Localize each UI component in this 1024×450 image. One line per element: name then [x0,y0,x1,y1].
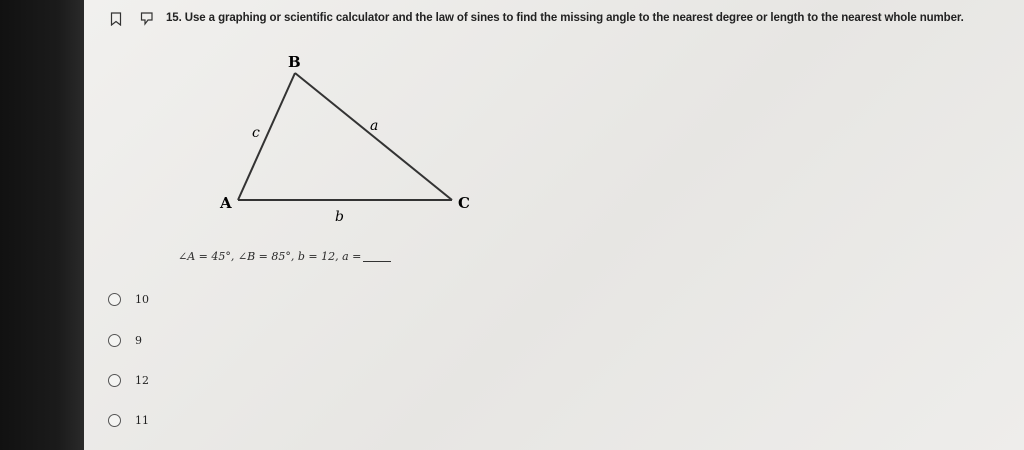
question-text: 15. Use a graphing or scientific calculator and the law of sines to find the missing angle to the nearest degree or length to the nearest whole number. [166,12,964,24]
option-label: 9 [135,334,142,347]
option-label: 11 [135,414,149,427]
side-b-label: b [335,209,344,225]
option-label: 10 [135,293,149,306]
radio-button[interactable] [108,293,121,306]
option-3[interactable] [108,374,149,387]
option-1[interactable] [108,293,149,306]
option-2[interactable] [108,334,142,347]
vertex-b-label: B [288,53,301,71]
triangle-diagram [200,45,500,230]
left-sidebar [0,0,84,450]
side-c-label: c [252,125,260,141]
side-a-line [295,73,452,200]
given-text: ∠A = 45°, ∠B = 85°, b = 12, a = [178,250,362,263]
answer-blank [363,261,391,262]
side-a-label: a [370,118,379,134]
side-c-line [238,73,295,200]
option-4[interactable] [108,414,149,427]
vertex-a-label: A [220,194,232,212]
vertex-c-label: C [458,194,470,212]
given-values [178,250,391,263]
flag-icon[interactable] [140,12,156,31]
radio-button[interactable] [108,374,121,387]
bookmark-icon[interactable] [110,12,122,31]
radio-button[interactable] [108,334,121,347]
option-label: 12 [135,374,149,387]
radio-button[interactable] [108,414,121,427]
